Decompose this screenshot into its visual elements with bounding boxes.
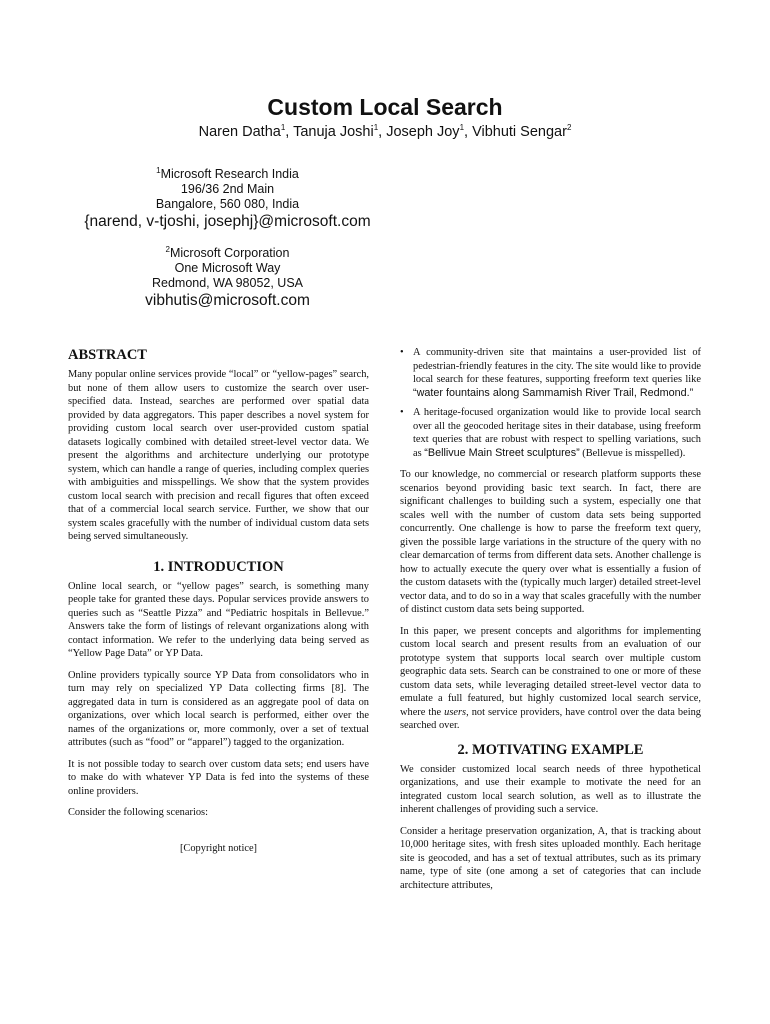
affiliation-address-line: 196/36 2nd Main — [180, 182, 275, 196]
author-name: Tanuja Joshi — [293, 124, 374, 140]
bullet-glyph: • — [400, 407, 404, 418]
scenario-list — [400, 346, 701, 460]
copyright-notice: [Copyright notice] — [179, 842, 258, 854]
abstract-paragraph: Many popular online services provide “local” or “yellow-pages” search, but none of them allow users to customize the search over user-specified data. Instead, searches are performed over spatial data provided by data aggregators. This paper describes a novel system for providing custom local search over user-provided custom spatial datasets logically combined with detailed street-level vector data. We present the algorithms and architecture underlying our prototype system, which can handle a range of queries, including complex queries with ambiguities and misspellings. We show that the system provides custom local search with precision and recall figures that often exceed that of a commercial local search service. Further, we show that our system scales gracefully with the number of individual custom data sets being served simultaneously. — [68, 369, 369, 542]
body-paragraph — [400, 625, 701, 733]
affiliation-mark: 1 — [156, 165, 161, 175]
author-affiliation-mark: 1 — [459, 123, 465, 133]
body-text: , not service providers, have control over the data being searched over. — [400, 706, 701, 731]
scenario-text: (Bellevue is misspelled). — [579, 447, 686, 459]
affiliation-address-line: Bangalore, 560 080, India — [155, 197, 300, 211]
example-query: “water fountains along Sammamish River Trail, Redmond.” — [413, 386, 694, 399]
author-separator: , — [464, 124, 473, 140]
body-paragraph: It is not possible today to search over custom data sets; end users have to make do with whatever YP Data is fed into the systems of these online providers. — [68, 758, 369, 797]
author-affiliation-mark: 1 — [280, 123, 286, 133]
affiliation-email: {narend, v-tjoshi, josephj}@microsoft.com — [84, 213, 371, 230]
body-paragraph: Consider a heritage preservation organization, A, that is tracking about 10,000 heritage sites, with fresh sites uploaded monthly. Each heritage site is geocoded, and has a set of textual attributes, such as its primary name, type of site (one among a set of categories that can include architecture attributes, — [400, 825, 701, 891]
right-column — [400, 346, 701, 900]
author-separator: , — [285, 124, 294, 140]
scenario-text: A community-driven site that maintains a user-provided list of pedestrian-friendly features in the city. The site would like to provide local search for these features, supporting freeform text queries like — [413, 347, 701, 385]
affiliation-block — [0, 246, 455, 311]
bullet-glyph: • — [400, 347, 404, 358]
scenario-text: A heritage-focused organization would like to provide local search over all the geocoded heritage sites in their database, using freeform text queries that are robust with respect to spelling variations, such as — [413, 407, 701, 459]
author-separator: , — [378, 124, 387, 140]
body-paragraph: Consider the following scenarios: — [68, 807, 208, 818]
emphasized-text: users — [444, 706, 467, 718]
affiliation-org: Microsoft Research India — [160, 167, 299, 181]
affiliation-org: Microsoft Corporation — [169, 246, 290, 260]
affiliation-address-line: One Microsoft Way — [174, 261, 281, 275]
paper-title: Custom Local Search — [267, 94, 503, 120]
body-text: In this paper, we present concepts and algorithms for implementing custom local search and present results from an evaluation of our prototype system that supports local search over multiple custom geographic data sets. Search can be constrained to one or more of these custom data sets, while leveraging detailed street-level vector data to emulate a full featured, but highly customized local search service, where the — [400, 625, 701, 718]
author-affiliation-mark: 1 — [373, 123, 379, 133]
body-paragraph: We consider customized local search needs of three hypothetical organizations, and use their example to motivate the need for an integrated custom local search solution, as well as to illustrate the inherent challenges of providing such a service. — [400, 763, 701, 815]
body-paragraph: Online providers typically source YP Data from consolidators who in turn may rely on specialized YP Data collecting firms [8]. The aggregated data in turn is considered as an aggregate pool of data on organizations, over which local search is performed, either over the names of the organizations or, more commonly, over a set of textual attributes (such as “food” or “apparel”) tagged to the organization. — [68, 669, 369, 748]
affiliation-mark: 2 — [165, 244, 170, 254]
motivating-example-heading: 2. MOTIVATING EXAMPLE — [457, 741, 644, 758]
abstract-heading: ABSTRACT — [68, 347, 147, 363]
scenario-item — [400, 406, 701, 460]
author-name: Joseph Joy — [386, 124, 460, 140]
left-column — [68, 346, 369, 855]
scenario-item — [400, 346, 701, 400]
affiliation-email: vibhutis@microsoft.com — [145, 292, 310, 309]
body-paragraph: Online local search, or “yellow pages” search, is something many people take for granted these days. Popular services provide answers to queries such as “Seattle Pizza” and “Pediatric hospitals in Bellevue.” Answers take the form of listings of relevant organizations along with contact information. We refer to the underlying data being served as “Yellow Page Data” or YP Data. — [68, 580, 369, 659]
author-affiliation-mark: 2 — [566, 123, 572, 133]
body-paragraph: To our knowledge, no commercial or research platform supports these scenarios beyond providing basic text search. In fact, there are significant challenges to building such a system, especially one that scales well with the number of custom data sets being supported concurrently. One challenge is how to parse the freeform text query, given the possible large variations in the structure of the query with no clear demarcation of terms from different data sets. Another challenge is how to actually execute the query over what is essentially a fusion of the custom datasets with the (typically much larger) detailed street-level vector data, and to do so in a way that scales gracefully with the number of distinct custom data sets being supported. — [400, 469, 701, 615]
affiliation-address-line: Redmond, WA 98052, USA — [151, 276, 303, 290]
introduction-heading: 1. INTRODUCTION — [153, 558, 284, 575]
author-name: Naren Datha — [198, 124, 281, 140]
author-name: Vibhuti Sengar — [472, 124, 567, 140]
affiliation-block — [0, 167, 455, 232]
example-query: “Bellivue Main Street sculptures” — [424, 446, 580, 459]
author-list — [0, 124, 770, 140]
